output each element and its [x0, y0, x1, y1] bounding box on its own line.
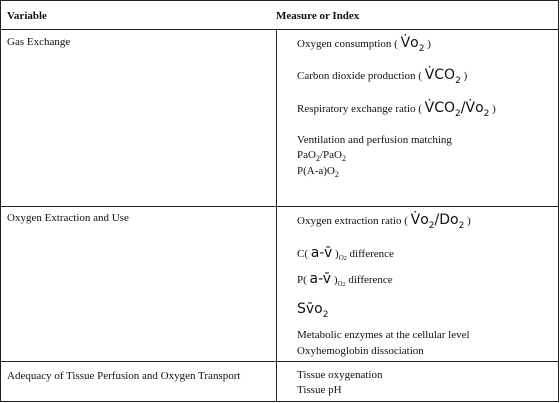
- measure-oxygen-consumption: [297, 35, 431, 54]
- measure-tissue-oxygenation: Tissue oxygenation: [297, 369, 383, 381]
- measure-co2-production: [297, 67, 468, 86]
- measure-content-difference: C( a-v̄ )$_{O2}$ difference: [297, 245, 394, 262]
- measure-label: Oxygen consumption (: [297, 38, 398, 50]
- measure-tissue-ph: Tissue pH: [297, 384, 342, 396]
- measure-pressure-difference: P( a-v̄ )$_{O2}$ difference: [297, 271, 393, 288]
- measure-label: Respiratory exchange ratio (: [297, 103, 422, 115]
- measure-respiratory-exchange-ratio: [297, 100, 496, 119]
- vo2-symbol: $V̇o_2$: [400, 35, 425, 54]
- measure-pao2-ratio: PaO$_2$/PaO$_2$: [297, 149, 346, 163]
- measure-label: Carbon dioxide production (: [297, 70, 422, 82]
- header-measure: Measure or Index: [276, 10, 360, 22]
- measure-metabolic-enzymes: Metabolic enzymes at the cellular level: [297, 329, 470, 341]
- svo2-symbol: $Sv̄o_2$: [297, 301, 329, 320]
- header-variable: Variable: [7, 10, 47, 22]
- close-paren: ): [467, 215, 471, 227]
- close-paren: ): [427, 38, 431, 50]
- measure-extraction-ratio: [297, 212, 471, 231]
- row-divider-2: [1, 361, 558, 362]
- variable-oxygen-extraction: Oxygen Extraction and Use: [7, 212, 129, 224]
- o2er-symbol: $V̇o_2/Do_2$: [410, 212, 465, 231]
- measure-svo2: [297, 301, 329, 320]
- column-divider: [276, 29, 277, 401]
- measure-oxyhemoglobin: Oxyhemoglobin dissociation: [297, 345, 424, 357]
- measure-a-a-gradient: $P(A-a)O_2$: [297, 165, 339, 179]
- measure-label: Oxygen extraction ratio (: [297, 215, 408, 227]
- measure-vq-matching: Ventilation and perfusion matching: [297, 134, 452, 146]
- close-paren: ): [463, 70, 468, 82]
- header-divider: [1, 29, 558, 30]
- close-paren: ): [492, 103, 496, 115]
- row-divider-1: [1, 206, 558, 207]
- a-v-symbol: a-v̄: [309, 271, 332, 287]
- rer-symbol: $V̇CO_2/V̇o_2$: [424, 100, 490, 119]
- variable-gas-exchange: Gas Exchange: [7, 36, 71, 48]
- vco2-symbol: $V̇CO_2$: [424, 67, 461, 86]
- variable-tissue-perfusion: Adequacy of Tissue Perfusion and Oxygen Transport: [7, 370, 241, 382]
- a-v-symbol: a-v̄: [310, 245, 333, 261]
